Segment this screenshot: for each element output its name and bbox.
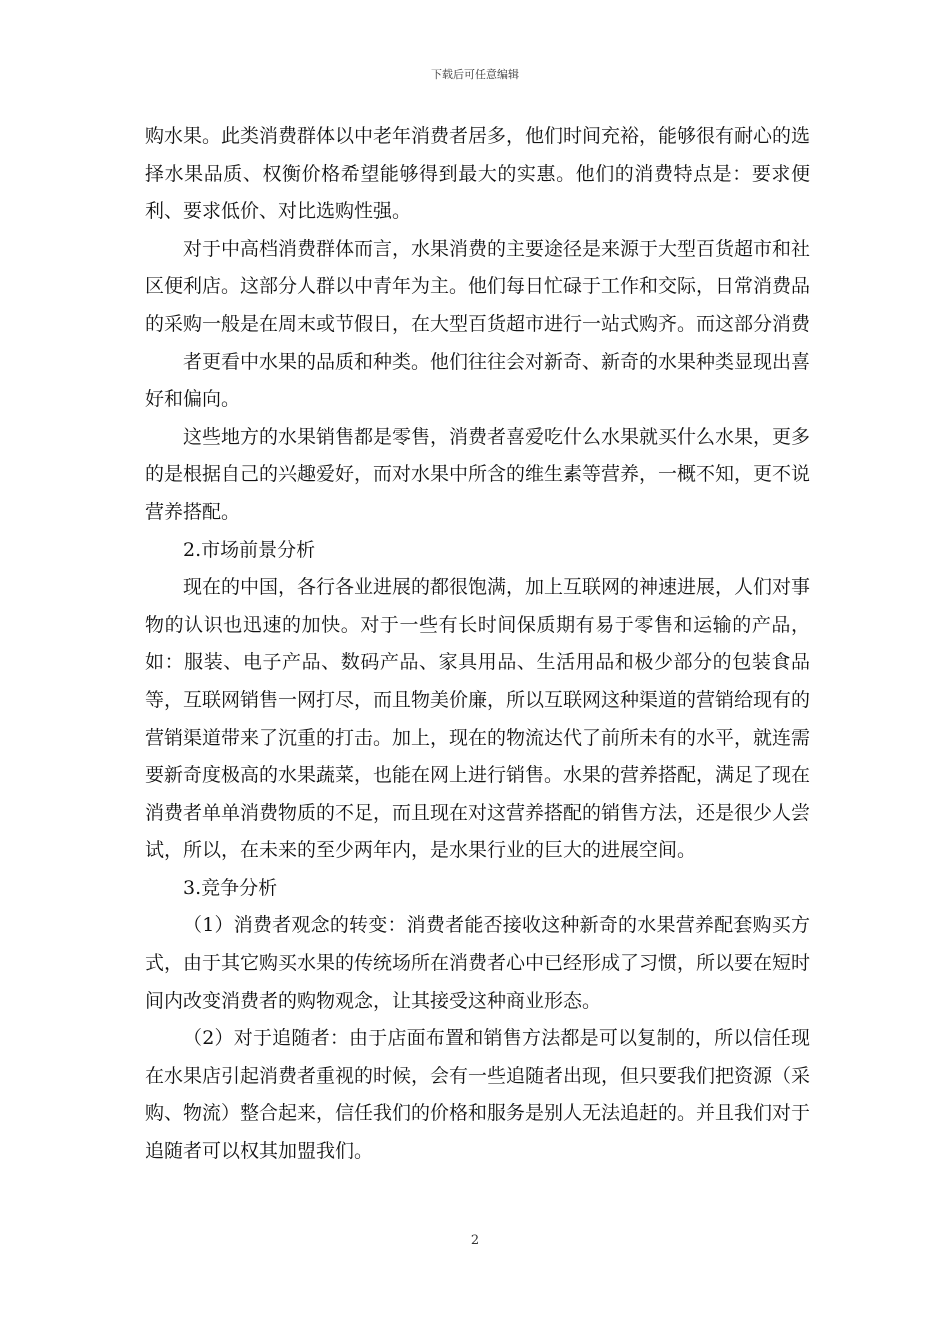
page-number: 2 <box>470 1233 480 1248</box>
paragraph: （2）对于追随者：由于店面布置和销售方法都是可以复制的，所以信任现在水果店引起消费者重视的时候，会有一些追随者出现，但只要我们把资源（采购、物流）整合起来，信任我们的价格和服务是别人无法追赶的。并且我们对于追随者可以权其加盟我们。 <box>145 1027 811 1163</box>
paragraph-continued: 购水果。此类消费群体以中老年消费者居多，他们时间充裕，能够很有耐心的选择水果品质、权衡价格希望能够得到最大的实惠。他们的消费特点是：要求便利、要求低价、对比选购性强。 <box>145 125 811 223</box>
section-heading-competition: 3.竞争分析 <box>183 876 278 899</box>
paragraph: 对于中高档消费群体而言，水果消费的主要途径是来源于大型百货超市和社区便利店。这部分人群以中青年为主。他们每日忙碌于工作和交际，日常消费品的采购一般是在周末或节假日，在大型百货超市进行一站式购齐。而这部分消费 <box>145 237 811 335</box>
section-heading-market-outlook: 2.市场前景分析 <box>183 538 316 561</box>
paragraph: （1）消费者观念的转变：消费者能否接收这种新奇的水果营养配套购买方式，由于其它购买水果的传统场所在消费者心中已经形成了习惯，所以要在短时间内改变消费者的购物观念，让其接受这种商业形态。 <box>145 914 811 1012</box>
page-header: 下载后可任意编辑 <box>431 68 519 81</box>
paragraph: 现在的中国，各行各业进展的都很饱满，加上互联网的神速进展，人们对事物的认识也迅速的加快。对于一些有长时间保质期有易于零售和运输的产品，如：服装、电子产品、数码产品、家具用品、生活用品和极少部分的包装食品等，互联网销售一网打尽，而且物美价廉，所以互联网这种渠道的营销给现有的营销渠道带来了沉重的打击。加上，现在的物流达代了前所未有的水平，就连需要新奇度极高的水果蔬菜，也能在网上进行销售。水果的营养搭配，满足了现在消费者单单消费物质的不足，而且现在对这营养搭配的销售方法，还是很少人尝试，所以，在未来的至少两年内，是水果行业的巨大的进展空间。 <box>145 576 811 862</box>
paragraph: 这些地方的水果销售都是零售，消费者喜爱吃什么水果就买什么水果，更多的是根据自己的兴趣爱好，而对水果中所含的维生素等营养，一概不知，更不说营养搭配。 <box>145 425 811 523</box>
paragraph: 者更看中水果的品质和种类。他们往往会对新奇、新奇的水果种类显现出喜好和偏向。 <box>145 350 811 411</box>
document-body <box>145 118 810 1171</box>
